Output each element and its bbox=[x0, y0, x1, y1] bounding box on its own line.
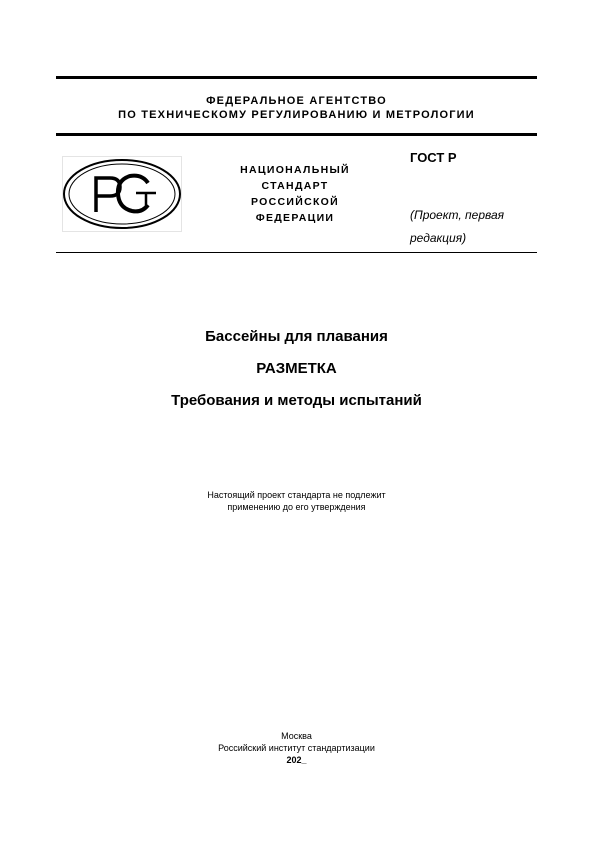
agency-line-2: ПО ТЕХНИЧЕСКОМУ РЕГУЛИРОВАНИЮ И МЕТРОЛОГИИ bbox=[118, 109, 475, 121]
title-line-1: Бассейны для плавания bbox=[205, 328, 388, 345]
publication-footer bbox=[56, 730, 537, 766]
footer-publisher: Российский институт стандартизации bbox=[218, 743, 375, 753]
draft-line-1: (Проект, первая bbox=[410, 208, 505, 222]
note-line-1: Настоящий проект стандарта не подлежит bbox=[207, 490, 386, 500]
title-line-3: Требования и методы испытаний bbox=[171, 392, 422, 409]
footer-city: Москва bbox=[281, 731, 312, 741]
national-line-4: ФЕДЕРАЦИИ bbox=[255, 212, 335, 224]
header-bottom-rule bbox=[56, 133, 537, 136]
title-line-2: РАЗМЕТКА bbox=[256, 360, 337, 377]
agency-line-1: ФЕДЕРАЛЬНОЕ АГЕНТСТВО bbox=[206, 95, 387, 107]
draft-line-2: редакция) bbox=[410, 231, 467, 245]
document-title bbox=[56, 328, 537, 410]
national-line-1: НАЦИОНАЛЬНЫЙ bbox=[240, 164, 350, 176]
approval-note bbox=[56, 489, 537, 513]
standard-designation: ГОСТ Р bbox=[410, 150, 457, 165]
national-standard bbox=[215, 162, 375, 226]
note-line-2: применению до его утверждения bbox=[227, 502, 366, 512]
header-block-rule bbox=[56, 252, 537, 253]
draft-note bbox=[410, 204, 504, 250]
footer-year: 202_ bbox=[286, 755, 307, 765]
agency-name bbox=[56, 94, 537, 122]
national-line-2: СТАНДАРТ bbox=[261, 180, 329, 192]
top-rule bbox=[56, 76, 537, 79]
gost-r-logo bbox=[62, 156, 182, 232]
national-line-3: РОССИЙСКОЙ bbox=[251, 196, 339, 208]
